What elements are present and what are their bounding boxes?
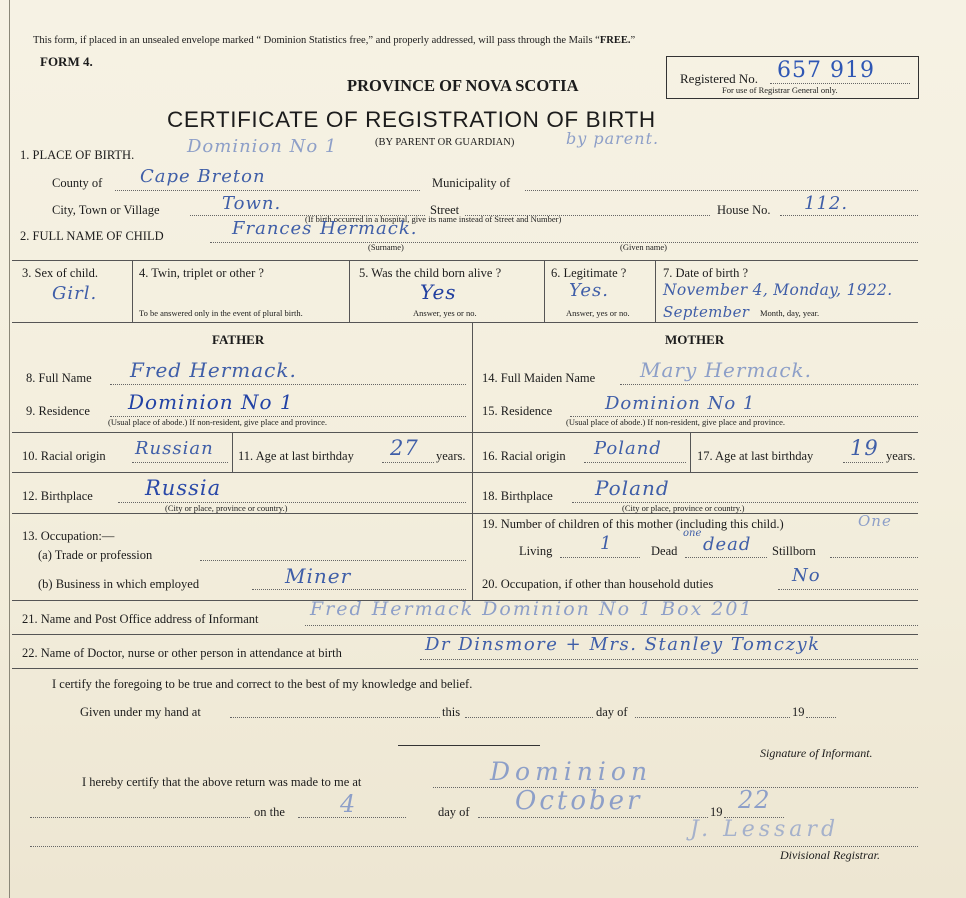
- month2-line: [478, 817, 708, 818]
- mother-age-value: 19: [850, 436, 879, 460]
- father-age-divider: [232, 432, 233, 472]
- city-value: Town.: [222, 193, 282, 214]
- informant-line: [305, 625, 918, 626]
- child-surname: Hermack.: [320, 218, 418, 239]
- registrar-signature: J. Lessard: [690, 817, 840, 842]
- attendant-label: 22. Name of Doctor, nurse or other person in attendance at birth: [22, 646, 342, 660]
- children-count-value: One: [858, 512, 892, 530]
- child-name-label: 2. FULL NAME OF CHILD: [20, 229, 164, 243]
- house-line: [780, 215, 918, 216]
- father-heading: FATHER: [212, 332, 265, 347]
- father-residence-value: Dominion No 1: [128, 390, 294, 414]
- dead-over-value: one: [683, 528, 702, 539]
- occupation-label: 13. Occupation:—: [22, 529, 115, 543]
- province-heading: PROVINCE OF NOVA SCOTIA: [347, 76, 579, 95]
- this-label: this: [442, 705, 461, 719]
- given-place-line: [230, 717, 440, 718]
- business-value: Miner: [285, 564, 352, 588]
- on-the-day-value: 4: [340, 790, 357, 818]
- by-parent-handwritten: by parent.: [566, 129, 660, 148]
- dob-label: 7. Date of birth ?: [663, 266, 749, 280]
- return-place-value: Dominion: [490, 757, 653, 786]
- year2-prefix: 19: [710, 805, 723, 819]
- dead-value: dead: [703, 534, 752, 555]
- signature-label: Signature of Informant.: [760, 746, 873, 760]
- surname-caption: (Surname): [368, 242, 404, 252]
- alive-label: 5. Was the child born alive ?: [359, 266, 502, 280]
- mother-occupation-label: 20. Occupation, if other than household duties: [482, 577, 714, 591]
- house-label: House No.: [717, 203, 771, 217]
- city-label: City, Town or Village: [52, 203, 160, 217]
- col-rule-3: [544, 260, 545, 322]
- mother-residence-note: (Usual place of abode.) If non-resident, give place and province.: [566, 417, 786, 427]
- hospital-note: (If birth occurred in a hospital, give its name instead of Street and Number): [305, 214, 562, 224]
- place-of-birth-value: Dominion No 1: [187, 136, 338, 157]
- mother-racial-label: 16. Racial origin: [482, 449, 566, 463]
- alive-value: Yes: [420, 280, 457, 304]
- year-prefix: 19: [792, 705, 805, 719]
- mother-age-label: 17. Age at last birthday: [697, 449, 814, 463]
- parents-divider: [472, 322, 473, 600]
- living-label: Living: [519, 544, 553, 558]
- day-of-label: day of: [596, 705, 628, 719]
- father-name-label: 8. Full Name: [26, 371, 92, 385]
- twin-note: To be answered only in the event of plural birth.: [139, 308, 303, 318]
- stillborn-line: [830, 557, 918, 558]
- day-of2-label: day of: [438, 805, 470, 819]
- sex-value: Girl.: [52, 283, 98, 304]
- father-racial-label: 10. Racial origin: [22, 449, 106, 463]
- twin-label: 4. Twin, triplet or other ?: [139, 266, 264, 280]
- section-rule-3: [12, 513, 918, 514]
- mail-notice-end: ”: [630, 35, 636, 46]
- on-the-label: on the: [254, 805, 285, 819]
- living-value: 1: [600, 533, 613, 554]
- father-name-value: Fred Hermack.: [130, 358, 297, 382]
- legitimate-label: 6. Legitimate ?: [551, 266, 627, 280]
- mother-age-line: [843, 462, 883, 463]
- by-parent-label: (BY PARENT OR GUARDIAN): [375, 137, 515, 148]
- col-rule-1: [132, 260, 133, 322]
- county-line: [115, 190, 420, 191]
- father-racial-line: [132, 462, 228, 463]
- mother-residence-label: 15. Residence: [482, 404, 553, 418]
- given-name-caption: (Given name): [620, 242, 667, 252]
- registered-number: 657 919: [777, 58, 875, 83]
- month2-value: October: [515, 786, 643, 816]
- year2-value: 22: [738, 786, 771, 814]
- signature-line: [398, 745, 540, 746]
- mother-occupation-line: [778, 589, 918, 590]
- business-label: (b) Business in which employed: [38, 577, 200, 591]
- mother-age-divider: [690, 432, 691, 472]
- on-the-leadin-line: [30, 817, 250, 818]
- trade-line: [200, 560, 466, 561]
- mother-years-label: years.: [886, 449, 916, 463]
- dead-line: [685, 557, 767, 558]
- attendant-value: Dr Dinsmore + Mrs. Stanley Tomczyk: [425, 634, 821, 655]
- page-edge: [9, 0, 10, 898]
- month-line: [635, 717, 790, 718]
- col-rule-4: [655, 260, 656, 322]
- mother-name-value: Mary Hermack.: [640, 358, 813, 382]
- municipality-label: Municipality of: [432, 176, 511, 190]
- year-line: [806, 717, 836, 718]
- attendant-line: [420, 659, 918, 660]
- row-rule-top: [12, 260, 918, 261]
- child-name-line: [210, 242, 918, 243]
- business-line: [252, 589, 466, 590]
- mother-heading: MOTHER: [665, 332, 725, 347]
- dob-value: November 4, Monday, 1922.: [663, 281, 893, 299]
- dob-note: Month, day, year.: [760, 308, 820, 318]
- certify-text: I certify the foregoing to be true and correct to the best of my knowledge and belief.: [52, 677, 473, 691]
- father-residence-note: (Usual place of abode.) If non-resident, give place and province.: [108, 417, 328, 427]
- row-rule-mid: [12, 322, 918, 323]
- father-name-line: [110, 384, 466, 385]
- col-rule-2: [349, 260, 350, 322]
- section-rule-1: [12, 432, 918, 433]
- this-day-line: [465, 717, 593, 718]
- mother-name-line: [620, 384, 918, 385]
- county-label: County of: [52, 176, 103, 190]
- house-value: 112.: [804, 193, 849, 214]
- father-age-label: 11. Age at last birthday: [238, 449, 354, 463]
- mother-residence-value: Dominion No 1: [605, 393, 756, 414]
- mail-notice: [33, 35, 635, 46]
- return-place-line: [433, 787, 918, 788]
- registrar-signature-line: [30, 846, 918, 847]
- mother-occupation-value: No: [792, 565, 821, 586]
- given-under-label: Given under my hand at: [80, 705, 201, 719]
- stillborn-label: Stillborn: [772, 544, 816, 558]
- father-age-value: 27: [390, 436, 419, 460]
- father-birthplace-value: Russia: [145, 476, 222, 500]
- alive-note: Answer, yes or no.: [413, 308, 477, 318]
- dead-label: Dead: [651, 544, 678, 558]
- section-rule-6: [12, 668, 918, 669]
- registered-label: Registered No.: [680, 71, 758, 86]
- informant-label: 21. Name and Post Office address of Informant: [22, 612, 259, 626]
- certificate-title: CERTIFICATE OF REGISTRATION OF BIRTH: [167, 107, 656, 132]
- dob-correction: September: [663, 303, 750, 321]
- section-rule-2: [12, 472, 918, 473]
- legitimate-value: Yes.: [569, 280, 609, 301]
- informant-value: Fred Hermack Dominion No 1 Box 201: [310, 598, 754, 620]
- living-line: [560, 557, 640, 558]
- father-birthplace-label: 12. Birthplace: [22, 489, 93, 503]
- child-given-name: Frances: [232, 218, 313, 239]
- registrar-label: Divisional Registrar.: [780, 848, 881, 862]
- mother-racial-line: [584, 462, 686, 463]
- county-value: Cape Breton: [140, 166, 266, 187]
- form-number: FORM 4.: [40, 54, 93, 69]
- trade-label: (a) Trade or profession: [38, 548, 153, 562]
- mail-notice-free: FREE.: [599, 35, 631, 46]
- father-age-line: [382, 462, 434, 463]
- legitimate-note: Answer, yes or no.: [566, 308, 630, 318]
- return-text: I hereby certify that the above return was made to me at: [82, 775, 362, 789]
- children-count-label: 19. Number of children of this mother (including this child.): [482, 517, 784, 531]
- mother-birthplace-note: (City or place, province or country.): [622, 503, 745, 513]
- place-of-birth-label: 1. PLACE OF BIRTH.: [20, 148, 135, 162]
- municipality-line: [525, 190, 918, 191]
- father-birthplace-note: (City or place, province or country.): [165, 503, 288, 513]
- mother-racial-value: Poland: [594, 438, 662, 459]
- father-years-label: years.: [436, 449, 466, 463]
- father-residence-label: 9. Residence: [26, 404, 90, 418]
- mail-notice-text: This form, if placed in an unsealed envelope marked “ Dominion Statistics free,” and properly addressed, will pass through the Mails “: [33, 35, 600, 46]
- sex-label: 3. Sex of child.: [22, 266, 99, 280]
- mother-birthplace-value: Poland: [595, 476, 670, 500]
- father-racial-value: Russian: [135, 438, 214, 459]
- mother-name-label: 14. Full Maiden Name: [482, 371, 596, 385]
- registered-line: [770, 83, 910, 84]
- street-label: Street: [430, 203, 460, 217]
- registrar-use-note: For use of Registrar General only.: [722, 85, 838, 95]
- mother-birthplace-label: 18. Birthplace: [482, 489, 553, 503]
